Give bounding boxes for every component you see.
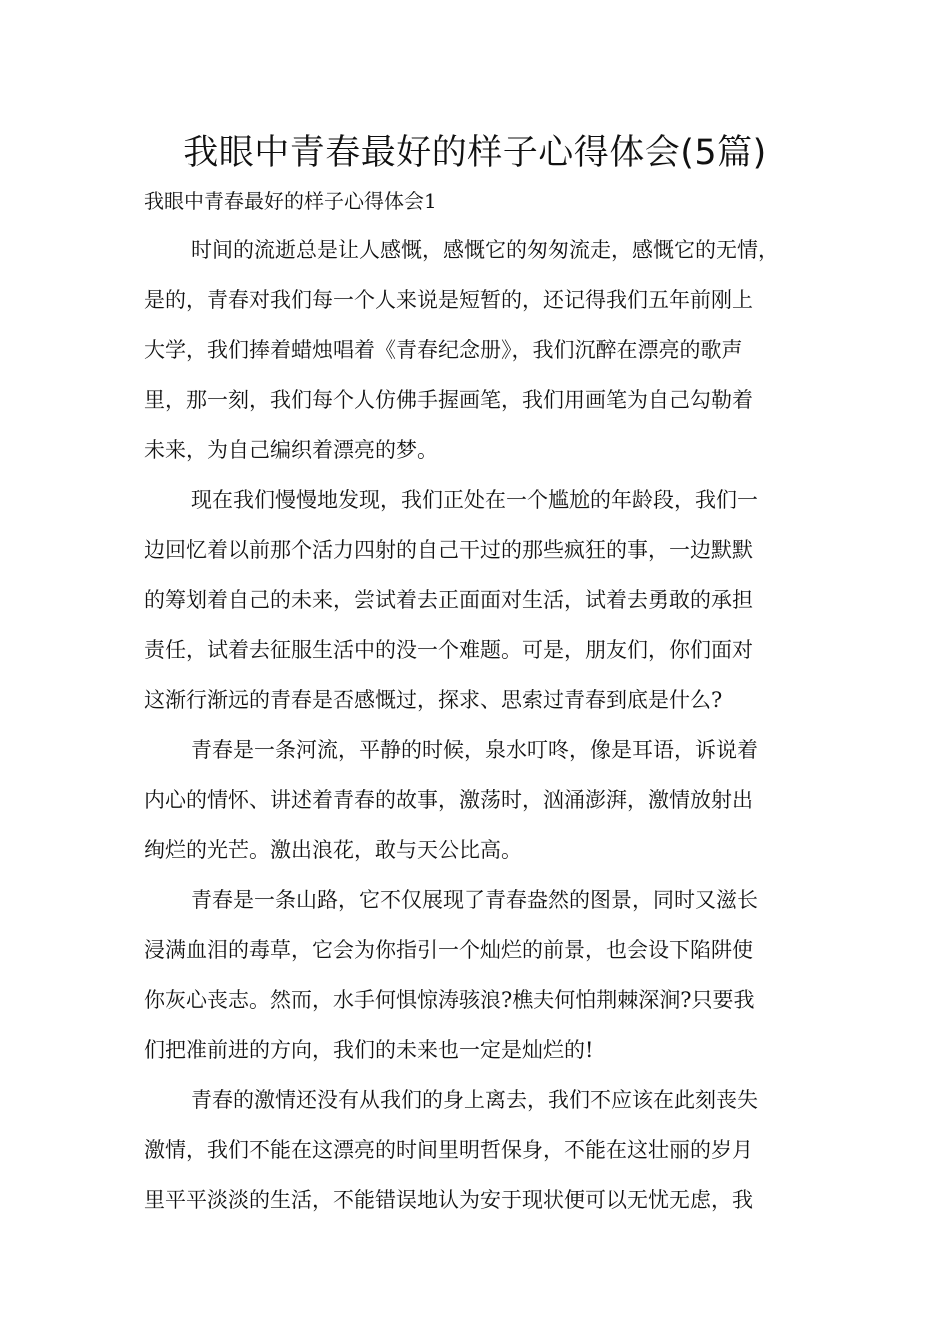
- paragraph: [144, 225, 824, 475]
- text-line: 里平平淡淡的生活，不能错误地认为安于现状便可以无忧无虑，我: [144, 1188, 753, 1212]
- paragraph: [144, 1075, 824, 1225]
- text-line: 青春的激情还没有从我们的身上离去，我们不应该在此刻丧失: [191, 1088, 758, 1112]
- text-line: 的筹划着自己的未来，尝试着去正面面对生活，试着去勇敢的承担: [144, 588, 753, 612]
- text-line: 大学，我们捧着蜡烛唱着《青春纪念册》，我们沉醉在漂亮的歌声: [144, 338, 743, 362]
- text-line: 责任，试着去征服生活中的没一个难题。可是，朋友们，你们面对: [144, 638, 753, 662]
- text-line: 是的，青春对我们每一个人来说是短暂的，还记得我们五年前刚上: [144, 288, 753, 312]
- text-line: 你灰心丧志。然而，水手何惧惊涛骇浪?樵夫何怕荆棘深涧?只要我: [144, 988, 755, 1012]
- text-line: 激情，我们不能在这漂亮的时间里明哲保身，不能在这壮丽的岁月: [144, 1138, 753, 1162]
- text-line: 浸满血泪的毒草，它会为你指引一个灿烂的前景，也会设下陷阱使: [144, 938, 753, 962]
- paragraph: [144, 725, 824, 875]
- text-line: 内心的情怀、讲述着青春的故事，激荡时，汹涌澎湃，激情放射出: [144, 788, 753, 812]
- text-line: 未来，为自己编织着漂亮的梦。: [144, 438, 438, 462]
- section-heading: 我眼中青春最好的样子心得体会1: [144, 189, 437, 213]
- text-line: 时间的流逝总是让人感慨，感慨它的匆匆流走，感慨它的无情，: [191, 238, 779, 262]
- text-line: 里，那一刻，我们每个人仿佛手握画笔，我们用画笔为自己勾勒着: [144, 388, 753, 412]
- text-line: 青春是一条山路，它不仅展现了青春盎然的图景，同时又滋长: [191, 888, 758, 912]
- text-line: 现在我们慢慢地发现，我们正处在一个尴尬的年龄段，我们一: [191, 488, 758, 512]
- paragraph: [144, 875, 824, 1075]
- document-title: 我眼中青春最好的样子心得体会(5篇): [183, 133, 767, 173]
- body-text: [144, 225, 824, 1225]
- text-line: 绚烂的光芒。激出浪花，敢与天公比高。: [144, 838, 522, 862]
- text-line: 边回忆着以前那个活力四射的自己干过的那些疯狂的事，一边默默: [144, 538, 753, 562]
- paragraph: [144, 475, 824, 725]
- text-line: 这渐行渐远的青春是否感慨过，探求、思索过青春到底是什么?: [144, 688, 723, 712]
- text-line: 们把准前进的方向，我们的未来也一定是灿烂的!: [144, 1038, 594, 1062]
- text-line: 青春是一条河流，平静的时候，泉水叮咚，像是耳语，诉说着: [191, 738, 758, 762]
